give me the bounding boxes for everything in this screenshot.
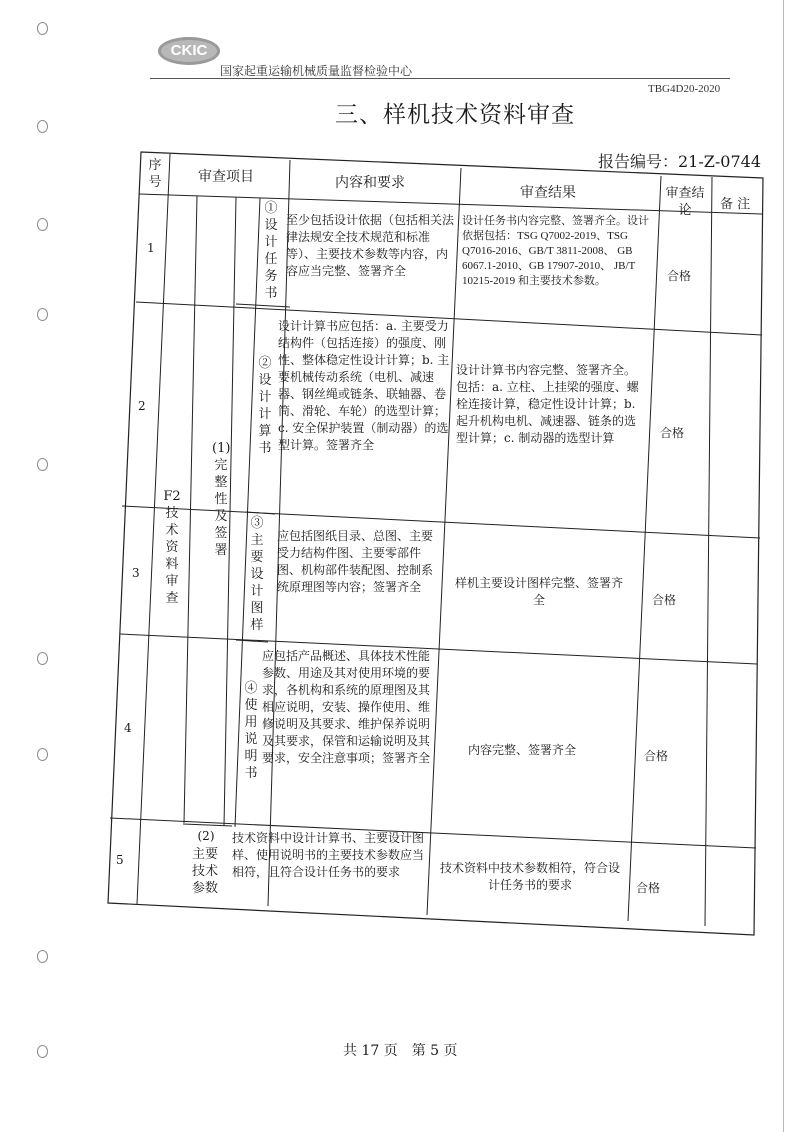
- row-seq: 2: [138, 399, 146, 413]
- category-label: F2技术资料审查: [163, 489, 181, 606]
- row-result: 设计计算书内容完整、签署齐全。包括：a. 立柱、上挂梁的强度、螺栓连接计算，稳定性设计计算；b. 起升机构电机、减速器、链条的选型计算；c. 制动器的选型计算: [456, 363, 639, 445]
- row-conclusion: 合格: [660, 426, 685, 440]
- group-params-number: (2): [197, 829, 215, 843]
- row-seq: 4: [124, 721, 132, 735]
- organization-logo: CKIC: [158, 37, 220, 65]
- row-content: 至少包括设计依据（包括相关法律法规安全技术规范和标准等）、主要技术参数等内容，内容应当完整、签署齐全: [286, 213, 455, 278]
- row-item: ①设计任务书: [264, 201, 278, 301]
- row-content: 应包括图纸目录、总图、主要受力结构件图、主要零部件图、机构部件装配图、控制系统原理图等内容；签署齐全: [277, 529, 434, 594]
- row-conclusion: 合格: [652, 593, 677, 607]
- page-title: 三、样机技术资料审查: [335, 102, 575, 128]
- row-result: 设计任务书内容完整、签署齐全。设计依据包括：TSG Q7002-2019、TSG Q7016-2016、GB/T 3811-2008、 GB 6067.1-2010、GB 17907-2010、 JB/T 10215-2019 和主要技术参数。: [462, 215, 649, 287]
- organization-name: 国家起重运输机械质量监督检验中心: [220, 64, 413, 78]
- row-conclusion: 合格: [636, 881, 661, 895]
- header-item: 审查项目: [198, 169, 254, 185]
- row-result: 技术资料中技术参数相符，符合设计任务书的要求: [440, 861, 621, 892]
- header-remark: 备 注: [720, 197, 751, 212]
- header-result: 审查结果: [520, 185, 576, 201]
- row-item: ④使用说明书: [244, 681, 258, 781]
- row-conclusion: 合格: [667, 269, 692, 283]
- row-seq: 1: [147, 241, 155, 255]
- row-seq: 5: [116, 853, 124, 867]
- row-content: 技术资料中设计计算书、主要设计图样、使用说明书的主要技术参数应当相符，且符合设计任务书的要求: [232, 831, 425, 879]
- report-number: 报告编号：21-Z-0744: [598, 152, 762, 171]
- row-conclusion: 合格: [644, 749, 669, 763]
- group-params-label: 主要技术参数: [191, 847, 218, 896]
- header-conclusion: 审查结论: [665, 186, 705, 218]
- row-result: 样机主要设计图样完整、签署齐全: [454, 576, 623, 607]
- group-completeness: (1)完整性及签署: [212, 441, 231, 558]
- page-footer: 共 17 页 第 5 页: [343, 1043, 458, 1059]
- document-code: TBG4D20-2020: [648, 83, 721, 95]
- header-seq: 序号: [148, 158, 162, 190]
- row-content: 设计计算书应包括：a. 主要受力结构件（包括连接）的强度、刚性、整体稳定性设计计算；b. 主要机械传动系统（电机、减速器、钢丝绳或链条、联轴器、卷筒、滑轮、车轮）的选型计算；c. 安全保护装置（制动器）的选型计算。签署齐全: [278, 319, 450, 452]
- row-item: ②设计计算书: [258, 356, 272, 456]
- header-content: 内容和要求: [335, 175, 405, 191]
- row-result: 内容完整、签署齐全: [468, 743, 577, 757]
- row-item: ③主要设计图样: [250, 516, 264, 633]
- row-seq: 3: [132, 566, 140, 580]
- row-content: 应包括产品概述、具体技术性能参数、用途及其对使用环境的要求，各机构和系统的原理图及其相应说明，安装、操作使用、维修说明及其要求、维护保养说明及其要求，保管和运输说明及其要求，安全注意事项；签署齐全: [262, 649, 431, 765]
